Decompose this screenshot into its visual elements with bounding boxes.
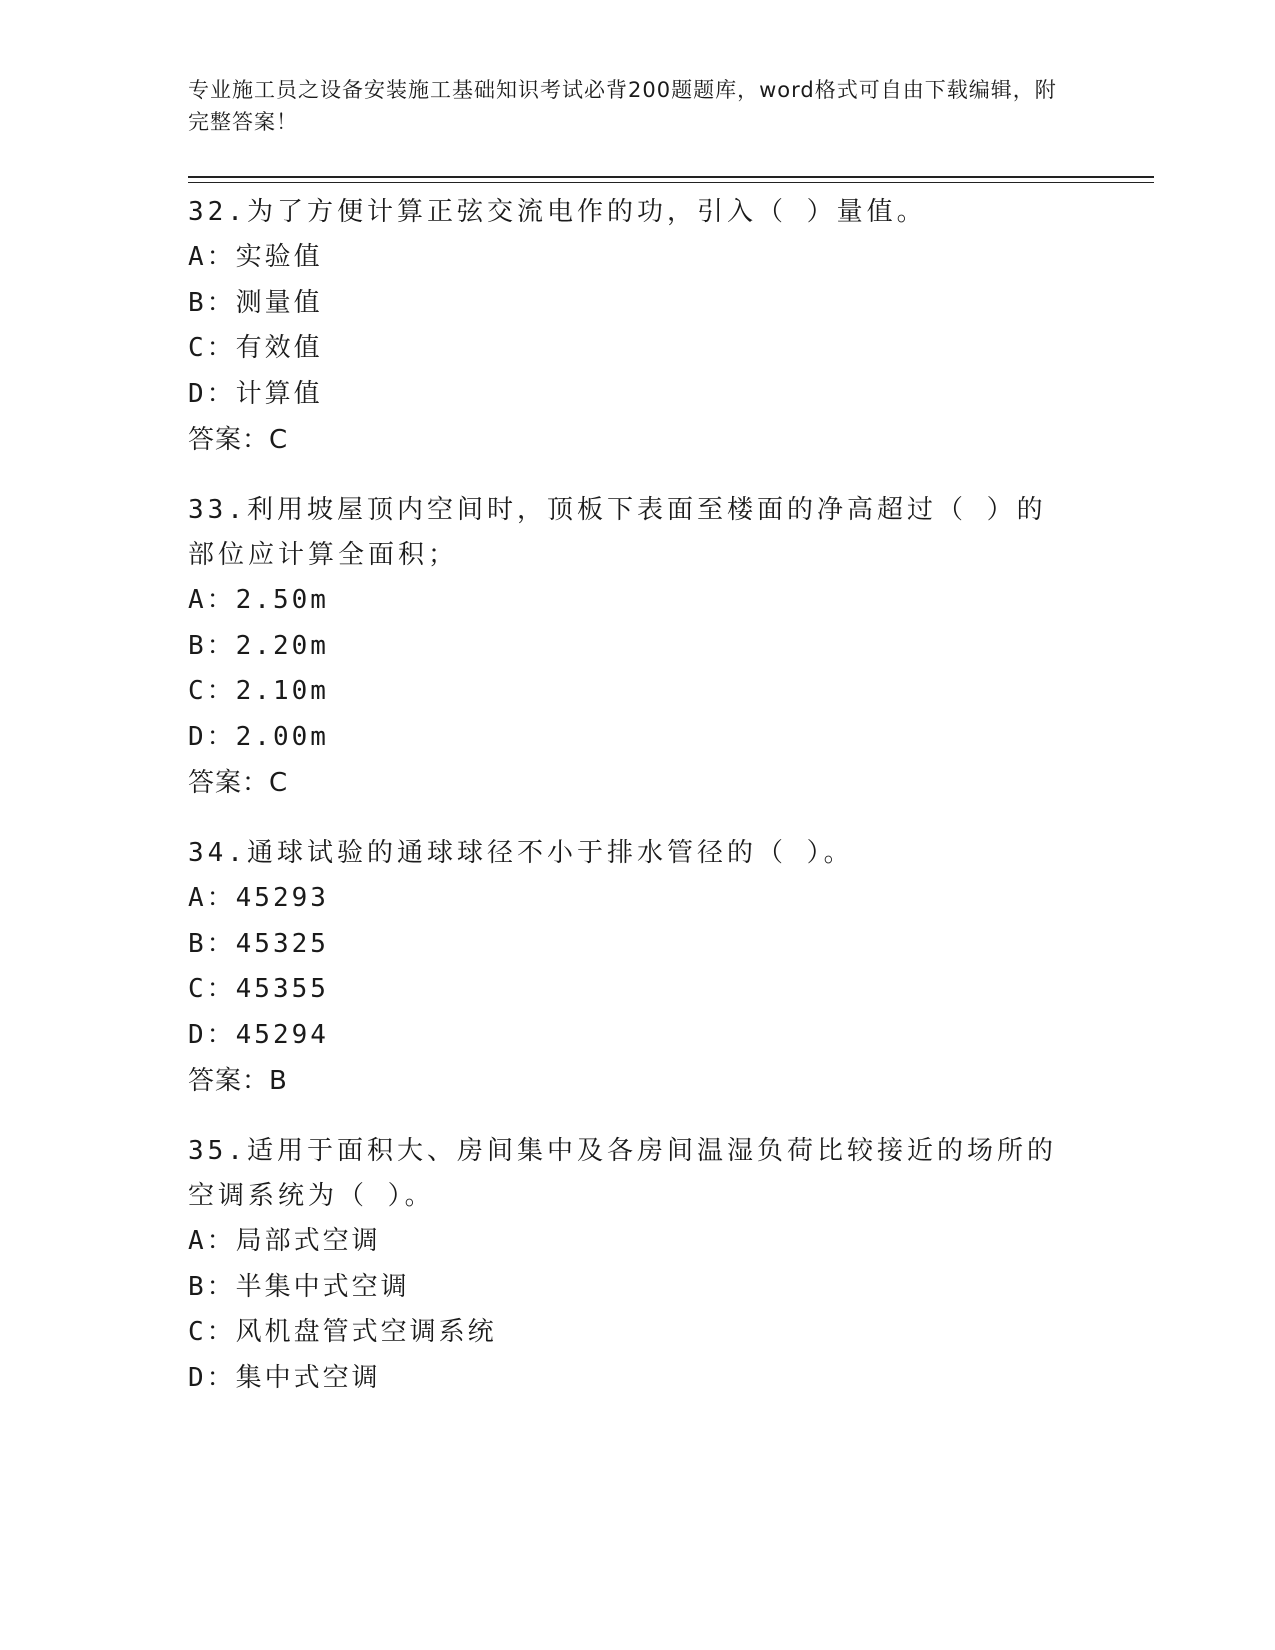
option-b: B：测量值 (188, 287, 323, 318)
option-b: B：半集中式空调 (188, 1271, 410, 1302)
option-d: D：计算值 (188, 378, 323, 409)
header-divider (188, 176, 1154, 183)
option-c: C：45355 (188, 974, 329, 1004)
question-35 (188, 1129, 1068, 1401)
option-b: B：2.20m (188, 630, 329, 661)
option-c: C：2.10m (188, 676, 329, 706)
option-c: C：有效值 (188, 333, 323, 363)
option-a: A：实验值 (188, 242, 323, 272)
question-34 (188, 831, 1068, 1104)
answer-line: 答案：C (188, 768, 289, 798)
question-text: 32.为了方便计算正弦交流电作的功，引入（ ）量值。 (188, 197, 927, 227)
question-33 (188, 488, 1068, 806)
answer-line: 答案：B (188, 1066, 288, 1096)
option-a: A：2.50m (188, 585, 329, 615)
option-b: B：45325 (188, 928, 329, 959)
question-list (188, 190, 1068, 1426)
question-text: 34.通球试验的通球球径不小于排水管径的（ ）。 (188, 838, 854, 868)
document-header: 专业施工员之设备安装施工基础知识考试必背200题题库，word格式可自由下载编辑，附完整答案！ (188, 78, 1057, 134)
question-text: 33.利用坡屋顶内空间时，顶板下表面至楼面的净高超过（ ）的部位应计算全面积； (188, 495, 1047, 570)
answer-line: 答案：C (188, 425, 289, 455)
option-a: A：局部式空调 (188, 1226, 381, 1256)
question-text: 35.适用于面积大、房间集中及各房间温湿负荷比较接近的场所的空调系统为（ ）。 (188, 1136, 1057, 1211)
option-a: A：45293 (188, 883, 329, 913)
option-c: C：风机盘管式空调系统 (188, 1317, 497, 1347)
question-32 (188, 190, 1068, 463)
option-d: D：2.00m (188, 721, 329, 752)
option-d: D：45294 (188, 1019, 329, 1050)
option-d: D：集中式空调 (188, 1362, 381, 1393)
